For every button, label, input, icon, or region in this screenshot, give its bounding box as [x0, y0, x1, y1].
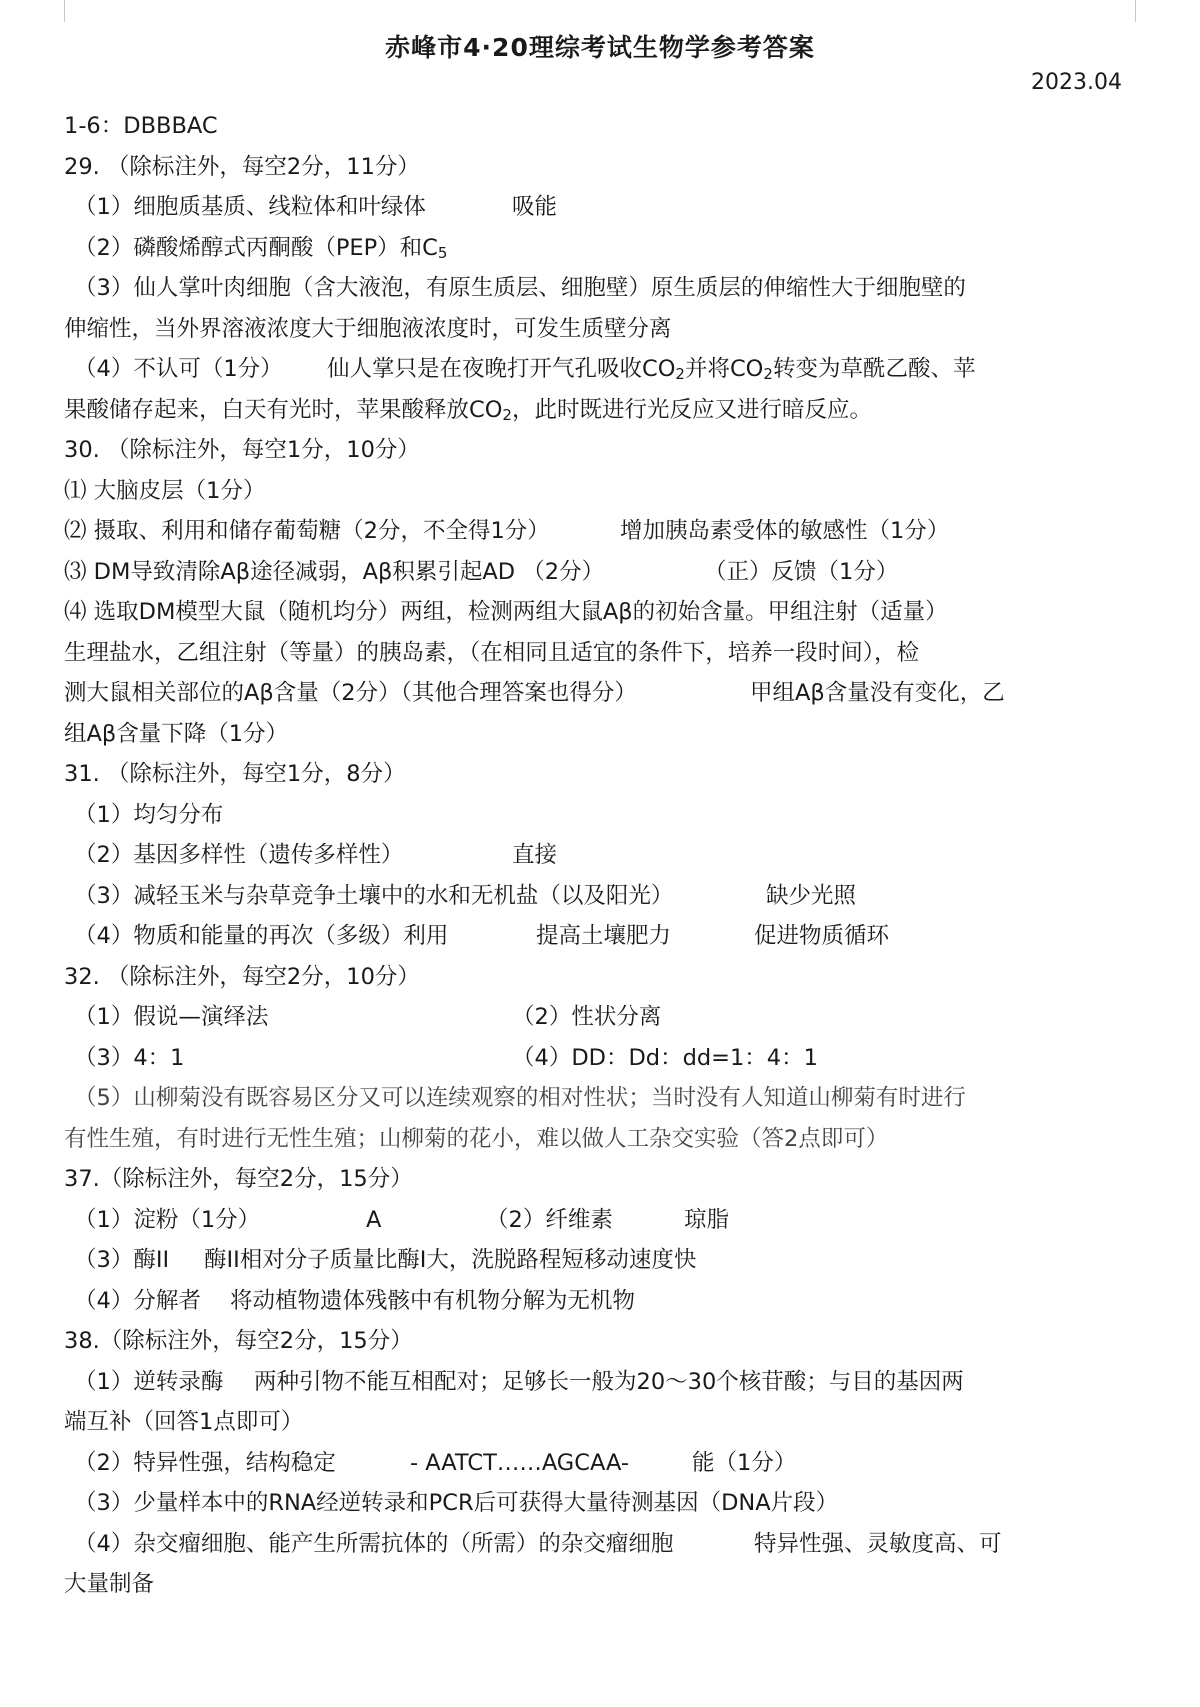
q30-a2-part1: ⑵ 摄取、利用和储存葡萄糖（2分，不全得1分）	[64, 518, 550, 544]
q32-a4: （4）DD：Dd：dd=1：4：1	[512, 1044, 818, 1071]
q29-a1-part1: （1）细胞质基质、线粒体和叶绿体	[74, 194, 426, 220]
q31-answer-4	[64, 916, 1134, 957]
q38-answer-4-line2: 大量制备	[64, 1571, 155, 1597]
q38-a1-part1: （1）逆转录酶	[74, 1368, 224, 1395]
q29-a4-text-b: 并将CO	[684, 356, 764, 382]
q30-answer-4-line1: ⑷ 选取DM模型大鼠（随机均分）两组，检测两组大鼠Aβ的初始含量。甲组注射（适量）	[64, 599, 948, 625]
q38-answer-2	[64, 1443, 1134, 1484]
q31-answer-3	[64, 876, 1134, 917]
exam-date: 2023.04	[1031, 70, 1122, 95]
q32-answer-row2	[64, 1038, 1134, 1079]
q38-a2-sequence: - AATCT……AGCAA-	[410, 1449, 629, 1476]
q37-a3-part2: 酶II相对分子质量比酶I大，洗脱路程短移动速度快	[204, 1247, 697, 1273]
q29-a4l2-sub: 2	[502, 405, 512, 424]
q32-a2: （2）性状分离	[512, 1004, 662, 1030]
q29-a4-sub-b: 2	[763, 365, 773, 383]
q31-a2-part2: 直接	[512, 842, 558, 868]
q31-a4-part1: （4）物质和能量的再次（多级）利用	[74, 923, 449, 949]
q37-answer-row1	[64, 1200, 1134, 1241]
q29-a4l2-text-a: 果酸储存起来，白天有光时，苹果酸释放CO	[64, 396, 503, 423]
q38-answer-4-line1	[64, 1524, 1134, 1565]
q38-answer-1-line2: 端互补（回答1点即可）	[64, 1409, 304, 1435]
q37-a4-part1: （4）分解者	[74, 1287, 201, 1314]
q31-heading: 31. （除标注外，每空1分，8分）	[64, 761, 406, 787]
q32-heading: 32. （除标注外，每空2分，10分）	[64, 963, 420, 990]
q30-answer-4-line2: 生理盐水，乙组注射（等量）的胰岛素，（在相同且适宜的条件下，培养一段时间），检	[64, 639, 920, 666]
crop-mark-right	[1135, 0, 1166, 22]
q38-a2-part1: （2）特异性强，结构稳定	[74, 1449, 336, 1476]
q37-answer-4	[64, 1281, 1134, 1322]
q32-answer-row1	[64, 997, 1134, 1038]
q38-a4-part1: （4）杂交瘤细胞、能产生所需抗体的（所需）的杂交瘤细胞	[74, 1530, 674, 1557]
q30-a3-part1: ⑶ DM导致清除Aβ途径减弱，Aβ积累引起AD （2分）	[64, 558, 605, 585]
q29-answer-1	[64, 187, 1134, 228]
q38-heading: 38.（除标注外，每空2分，15分）	[64, 1328, 413, 1354]
q37-answer-3	[64, 1240, 1134, 1281]
q38-answer-1-line1	[64, 1362, 1134, 1403]
q29-a4l2-text-b: ，此时既进行光反应又进行暗反应。	[511, 396, 872, 423]
q29-a2-text: （2）磷酸烯醇式丙酮酸（PEP）和C	[74, 234, 438, 261]
q30-answer-4-line4: 组Aβ含量下降（1分）	[64, 720, 289, 747]
q29-answer-2	[64, 228, 1134, 269]
q30-answer-3	[64, 552, 1134, 593]
q31-answer-2	[64, 835, 1134, 876]
q29-a4-text-a: 仙人掌只是在夜晚打开气孔吸收CO	[327, 356, 676, 382]
q31-a3-part1: （3）减轻玉米与杂草竞争土壤中的水和无机盐（以及阳光）	[74, 882, 674, 909]
q29-answer-4-line1	[64, 349, 1134, 390]
q32-a3: （3）4：1	[74, 1044, 185, 1071]
answer-content	[64, 106, 1134, 1605]
crop-mark-left	[34, 0, 65, 22]
q31-a4-part2: 提高土壤肥力	[536, 923, 672, 949]
q30-a4l3-part1: 测大鼠相关部位的Aβ含量（2分）（其他合理答案也得分）	[64, 680, 637, 706]
q37-a2-second: 琼脂	[684, 1206, 730, 1233]
q38-a4-part2: 特异性强、灵敏度高、可	[754, 1530, 1002, 1557]
q29-answer-3-line1: （3）仙人掌叶肉细胞（含大液泡，有原生质层、细胞壁）原生质层的伸缩性大于细胞壁的	[74, 275, 966, 301]
q30-answer-1: ⑴ 大脑皮层（1分）	[64, 477, 266, 504]
q38-a2-part3: 能（1分）	[692, 1449, 797, 1476]
q38-answer-3: （3）少量样本中的RNA经逆转录和PCR后可获得大量待测基因（DNA片段）	[74, 1490, 839, 1516]
q31-a3-part2: 缺少光照	[766, 882, 857, 909]
q37-a3-part1: （3）酶II	[74, 1247, 170, 1273]
q32-answer-5-line2: 有性生殖，有时进行无性生殖；山柳菊的花小，难以做人工杂交实验（答2点即可）	[64, 1125, 889, 1152]
q37-heading: 37.（除标注外，每空2分，15分）	[64, 1166, 413, 1192]
q30-answer-2	[64, 511, 1134, 552]
q29-answer-4-line2	[64, 390, 1134, 431]
q37-a2: （2）纤维素	[486, 1206, 613, 1233]
q31-answer-1: （1）均匀分布	[74, 801, 224, 828]
q32-a1: （1）假说—演绎法	[74, 1004, 269, 1030]
q37-a1-option: A	[366, 1206, 382, 1233]
q29-a4-part1: （4）不认可（1分）	[74, 356, 283, 382]
q38-a1-part2: 两种引物不能互相配对；足够长一般为20～30个核苷酸；与目的基因两	[254, 1368, 964, 1395]
q30-heading: 30. （除标注外，每空1分，10分）	[64, 437, 420, 463]
q37-a1: （1）淀粉（1分）	[74, 1206, 261, 1233]
q29-a4-part2	[327, 349, 975, 390]
q37-a4-part2: 将动植物遗体残骸中有机物分解为无机物	[230, 1287, 636, 1314]
q30-answer-4-line3	[64, 673, 1134, 714]
q30-a2-part2: 增加胰岛素受体的敏感性（1分）	[620, 518, 950, 544]
q29-a4-sub-a: 2	[675, 365, 685, 383]
q30-a4l3-part2: 甲组Aβ含量没有变化，乙	[750, 680, 1005, 706]
q29-a2-subscript: 5	[437, 243, 448, 262]
q30-a3-part2: （正）反馈（1分）	[704, 558, 899, 585]
q29-answer-3-line2: 伸缩性，当外界溶液浓度大于细胞液浓度时，可发生质壁分离	[64, 315, 672, 342]
q31-a2-part1: （2）基因多样性（遗传多样性）	[74, 842, 404, 868]
q31-a4-part3: 促进物质循环	[754, 923, 890, 949]
q29-a4-text-c: 转变为草酰乙酸、苹	[772, 356, 976, 382]
page-title: 赤峰市4·20理综考试生物学参考答案	[385, 33, 815, 62]
q32-answer-5-line1: （5）山柳菊没有既容易区分又可以连续观察的相对性状；当时没有人知道山柳菊有时进行	[74, 1085, 966, 1111]
q29-a1-part2: 吸能	[512, 194, 558, 220]
mc-answers: 1-6：DBBBAC	[64, 113, 218, 139]
q29-heading: 29. （除标注外，每空2分，11分）	[64, 153, 420, 180]
